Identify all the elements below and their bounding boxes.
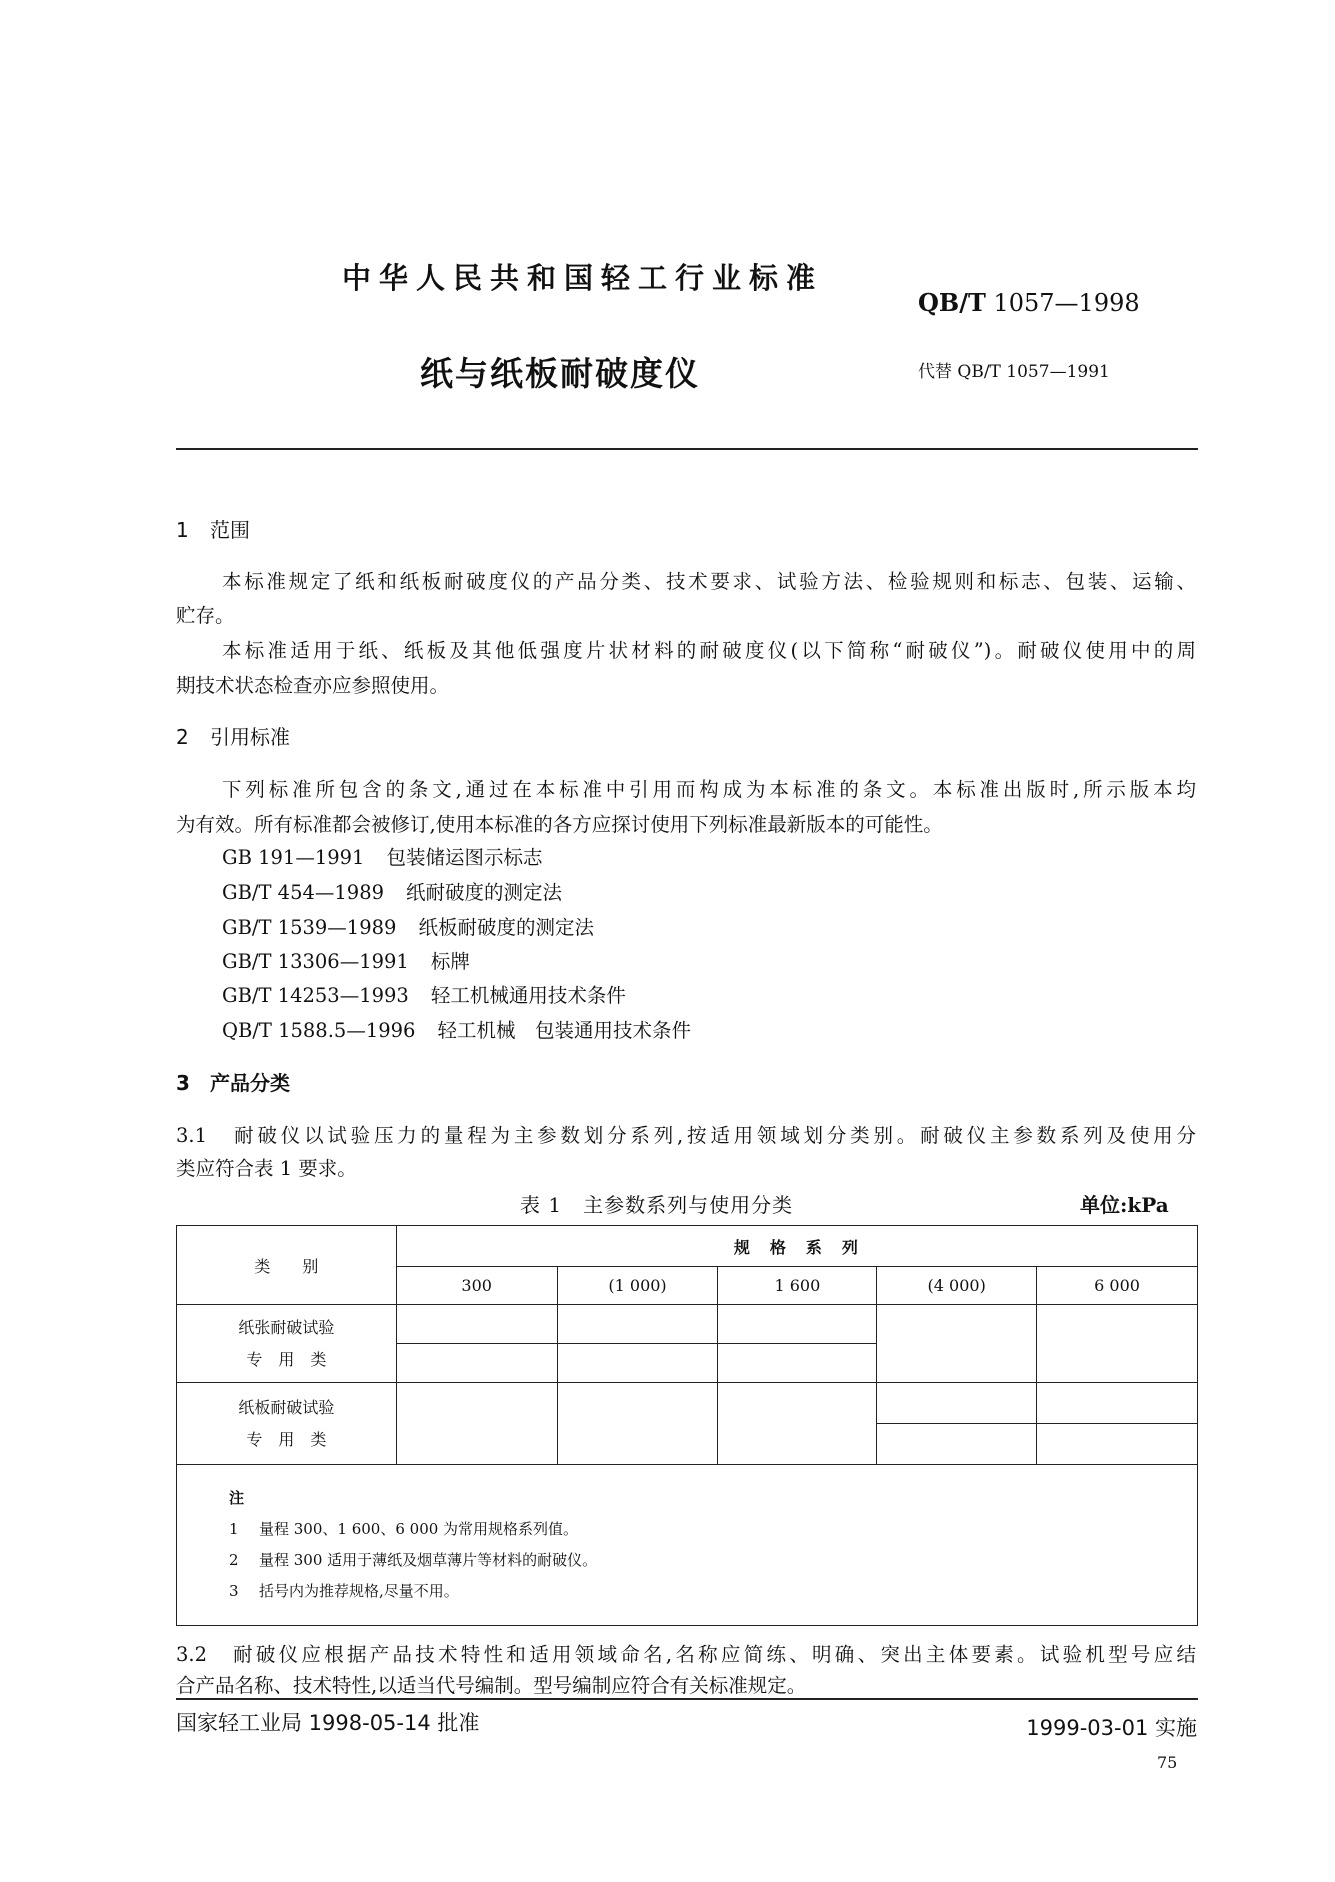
reference-item: QB/T 1588.5—1996 轻工机械 包装通用技术条件 [222, 1019, 691, 1042]
table-cell [396, 1305, 557, 1344]
table-cell [396, 1344, 557, 1383]
table-cell [396, 1383, 557, 1465]
replaces-note: 代替 QB/T 1057—1991 [918, 362, 1110, 382]
paragraph-line: 为有效。所有标准都会被修订,使用本标准的各方应探讨使用下列标准最新版本的可能性。 [176, 813, 943, 836]
table-cell [1037, 1305, 1198, 1383]
table-cell [877, 1383, 1037, 1424]
table-cell [718, 1383, 877, 1465]
section-2-heading: 2 引用标准 [176, 725, 290, 749]
paragraph-line: 本标准规定了纸和纸板耐破度仪的产品分类、技术要求、试验方法、检验规则和标志、包装、运输、 [222, 570, 1196, 593]
paragraph-line: 本标准适用于纸、纸板及其他低强度片状材料的耐破度仪(以下简称“耐破仪”)。耐破仪使用中的周 [222, 639, 1196, 662]
clause-3-1-line: 类应符合表 1 要求。 [176, 1157, 357, 1180]
table-cell [718, 1305, 877, 1344]
table-cell [557, 1383, 718, 1465]
table-cell [1037, 1424, 1198, 1465]
document-title: 纸与纸板耐破度仪 [420, 354, 700, 393]
table-cell [1037, 1383, 1198, 1424]
effective-date: 1999-03-01 实施 [1026, 1716, 1197, 1740]
table-caption: 表 1 主参数系列与使用分类 [520, 1193, 794, 1217]
reference-item: GB/T 1539—1989 纸板耐破度的测定法 [222, 916, 594, 939]
column-header: (1 000) [557, 1267, 718, 1305]
paragraph-line: 下列标准所包含的条文,通过在本标准中引用而构成为本标准的条文。本标准出版时,所示版本均 [222, 778, 1196, 801]
clause-3-2-line: 3.2 耐破仪应根据产品技术特性和适用领域命名,名称应简练、明确、突出主体要素。试验机型号应结 [176, 1643, 1196, 1666]
clause-3-2-line: 合产品名称、技术特性,以适当代号编制。型号编制应符合有关标准规定。 [176, 1674, 807, 1697]
header-category: 类 别 [177, 1226, 397, 1305]
section-3-heading: 3 产品分类 [176, 1071, 290, 1095]
paragraph-line: 期技术状态检查亦应参照使用。 [176, 674, 450, 697]
header-rule [176, 448, 1198, 450]
standard-code: QB/T 1057—1998 [918, 288, 1140, 317]
table-1 [176, 1225, 1198, 1626]
column-header: 1 600 [718, 1267, 877, 1305]
footer-rule [176, 1698, 1198, 1700]
clause-3-1-line: 3.1 耐破仪以试验压力的量程为主参数划分系列,按适用领域划分类别。耐破仪主参数系列及使用分 [176, 1124, 1196, 1147]
page-number: 75 [1157, 1753, 1178, 1772]
header-spec-series: 规 格 系 列 [396, 1226, 1197, 1267]
column-header: 6 000 [1037, 1267, 1198, 1305]
table-cell [557, 1344, 718, 1383]
reference-item: GB/T 14253—1993 轻工机械通用技术条件 [222, 984, 626, 1007]
approval-date: 国家轻工业局 1998-05-14 批准 [176, 1711, 480, 1735]
note-item: 1 量程 300、1 600、6 000 为常用规格系列值。 [229, 1520, 579, 1538]
note-item: 3 括号内为推荐规格,尽量不用。 [229, 1582, 459, 1600]
note-item: 2 量程 300 适用于薄纸及烟草薄片等材料的耐破仪。 [229, 1551, 598, 1569]
column-header: (4 000) [877, 1267, 1037, 1305]
notes-title: 注 [229, 1489, 245, 1507]
reference-item: GB/T 13306—1991 标牌 [222, 950, 470, 973]
section-1-heading: 1 范围 [176, 518, 250, 542]
table-cell [877, 1305, 1037, 1383]
table-unit: 单位:kPa [1080, 1193, 1169, 1217]
column-header: 300 [396, 1267, 557, 1305]
standard-title: 中华人民共和国轻工行业标准 [342, 261, 824, 295]
table-cell [877, 1424, 1037, 1465]
table-notes [177, 1465, 1198, 1626]
reference-item: GB/T 454—1989 纸耐破度的测定法 [222, 881, 563, 904]
row-label: 纸张耐破试验 专 用 类 [177, 1305, 397, 1383]
table-cell [557, 1305, 718, 1344]
row-label: 纸板耐破试验 专 用 类 [177, 1383, 397, 1465]
table-cell [718, 1344, 877, 1383]
paragraph-line: 贮存。 [176, 604, 235, 627]
reference-item: GB 191—1991 包装储运图示标志 [222, 846, 543, 869]
